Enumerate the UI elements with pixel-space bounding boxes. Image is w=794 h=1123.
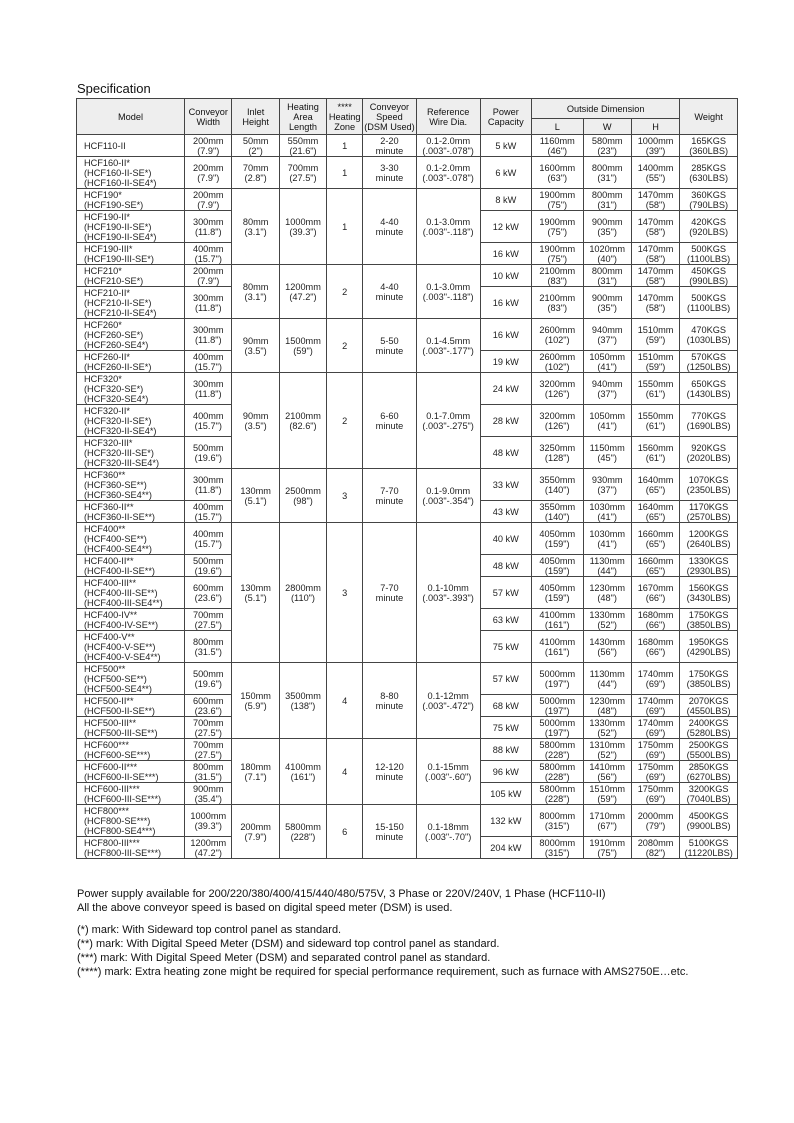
- cell-conveyor-speed: 12-120 minute: [363, 739, 417, 805]
- cell-dim-w: 1230mm (48"): [583, 577, 631, 609]
- cell-weight: 1170KGS (2570LBS): [680, 501, 738, 523]
- cell-dim-w: 940mm (37"): [583, 373, 631, 405]
- cell-heating-zone: 1: [327, 157, 363, 189]
- cell-conveyor-width: 400mm (15.7"): [185, 405, 232, 437]
- cell-dim-l: 1900mm (75"): [532, 189, 583, 211]
- cell-heating-zone: 4: [327, 739, 363, 805]
- cell-weight: 770KGS (1690LBS): [680, 405, 738, 437]
- cell-heating-zone: 2: [327, 265, 363, 319]
- cell-heating-zone: 3: [327, 469, 363, 523]
- cell-heating-area-length: 2800mm (110"): [279, 523, 326, 663]
- cell-weight: 360KGS (790LBS): [680, 189, 738, 211]
- cell-weight: 1200KGS (2640LBS): [680, 523, 738, 555]
- page-title: Specification: [77, 81, 151, 96]
- cell-dim-l: 5000mm (197"): [532, 663, 583, 695]
- header-dim-l: L: [532, 119, 583, 135]
- cell-dim-h: 1470mm (58"): [631, 243, 679, 265]
- cell-power-capacity: 12 kW: [480, 211, 531, 243]
- cell-dim-l: 2100mm (83"): [532, 265, 583, 287]
- cell-power-capacity: 24 kW: [480, 373, 531, 405]
- cell-wire-dia: 0.1-7.0mm (.003"-.275"): [416, 373, 480, 469]
- cell-dim-l: 5800mm (228"): [532, 761, 583, 783]
- dsm-note: All the above conveyor speed is based on digital speed meter (DSM) is used.: [77, 902, 453, 914]
- cell-weight: 1330KGS (2930LBS): [680, 555, 738, 577]
- cell-inlet-height: 180mm (7.1"): [232, 739, 279, 805]
- cell-conveyor-speed: 7-70 minute: [363, 469, 417, 523]
- cell-power-capacity: 6 kW: [480, 157, 531, 189]
- cell-inlet-height: 80mm (3.1"): [232, 189, 279, 265]
- cell-heating-zone: 4: [327, 663, 363, 739]
- cell-weight: 500KGS (1100LBS): [680, 287, 738, 319]
- cell-dim-h: 1680mm (66"): [631, 631, 679, 663]
- cell-model: HCF190-III* (HCF190-III-SE*): [77, 243, 185, 265]
- cell-dim-w: 1710mm (67"): [583, 805, 631, 837]
- cell-weight: 2500KGS (5500LBS): [680, 739, 738, 761]
- table-row: [77, 189, 738, 211]
- cell-dim-l: 5800mm (228"): [532, 739, 583, 761]
- cell-dim-h: 1510mm (59"): [631, 319, 679, 351]
- header-outside-dimension: Outside Dimension: [532, 99, 680, 119]
- table-row: [77, 265, 738, 287]
- cell-dim-w: 930mm (37"): [583, 469, 631, 501]
- cell-conveyor-speed: 8-80 minute: [363, 663, 417, 739]
- cell-dim-h: 1740mm (69"): [631, 717, 679, 739]
- cell-wire-dia: 0.1-15mm (.003"-.60"): [416, 739, 480, 805]
- cell-dim-w: 1030mm (41"): [583, 501, 631, 523]
- cell-dim-l: 1600mm (63"): [532, 157, 583, 189]
- cell-conveyor-width: 900mm (35.4"): [185, 783, 232, 805]
- cell-dim-h: 1680mm (66"): [631, 609, 679, 631]
- cell-weight: 470KGS (1030LBS): [680, 319, 738, 351]
- cell-model: HCF360** (HCF360-SE**) (HCF360-SE4**): [77, 469, 185, 501]
- cell-conveyor-speed: 7-70 minute: [363, 523, 417, 663]
- cell-dim-h: 1550mm (61"): [631, 373, 679, 405]
- header-dim-w: W: [583, 119, 631, 135]
- cell-dim-w: 1510mm (59"): [583, 783, 631, 805]
- cell-power-capacity: 16 kW: [480, 287, 531, 319]
- cell-weight: 500KGS (1100LBS): [680, 243, 738, 265]
- cell-dim-w: 1130mm (44"): [583, 663, 631, 695]
- table-row: [77, 157, 738, 189]
- cell-conveyor-speed: 6-60 minute: [363, 373, 417, 469]
- cell-dim-h: 1560mm (61"): [631, 437, 679, 469]
- cell-wire-dia: 0.1-4.5mm (.003"-.177"): [416, 319, 480, 373]
- cell-power-capacity: 43 kW: [480, 501, 531, 523]
- cell-heating-area-length: 1200mm (47.2"): [279, 265, 326, 319]
- table-row: [77, 319, 738, 351]
- cell-model: HCF400-III** (HCF400-III-SE**) (HCF400-III-SE4**): [77, 577, 185, 609]
- cell-model: HCF400-V** (HCF400-V-SE**) (HCF400-V-SE4**): [77, 631, 185, 663]
- cell-conveyor-width: 800mm (31.5"): [185, 631, 232, 663]
- cell-heating-area-length: 550mm (21.6"): [279, 135, 326, 157]
- cell-power-capacity: 10 kW: [480, 265, 531, 287]
- power-supply-note: Power supply available for 200/220/380/400/415/440/480/575V, 3 Phase or 220V/240V, 1 Phase (HCF110-II): [77, 888, 606, 900]
- cell-heating-zone: 1: [327, 135, 363, 157]
- cell-weight: 420KGS (920LBS): [680, 211, 738, 243]
- cell-dim-w: 1430mm (56"): [583, 631, 631, 663]
- cell-dim-h: 1670mm (66"): [631, 577, 679, 609]
- cell-dim-l: 4050mm (159"): [532, 555, 583, 577]
- cell-conveyor-width: 300mm (11.8"): [185, 211, 232, 243]
- cell-dim-h: 1740mm (69"): [631, 695, 679, 717]
- cell-dim-h: 1750mm (69"): [631, 739, 679, 761]
- cell-conveyor-width: 700mm (27.5"): [185, 609, 232, 631]
- cell-conveyor-speed: 15-150 minute: [363, 805, 417, 859]
- cell-weight: 1560KGS (3430LBS): [680, 577, 738, 609]
- cell-conveyor-width: 400mm (15.7"): [185, 523, 232, 555]
- cell-conveyor-width: 300mm (11.8"): [185, 287, 232, 319]
- table-row: [77, 135, 738, 157]
- cell-dim-h: 1660mm (65"): [631, 555, 679, 577]
- cell-inlet-height: 90mm (3.5"): [232, 319, 279, 373]
- cell-dim-h: 1550mm (61"): [631, 405, 679, 437]
- cell-dim-l: 5000mm (197"): [532, 695, 583, 717]
- cell-wire-dia: 0.1-18mm (.003"-.70"): [416, 805, 480, 859]
- cell-power-capacity: 28 kW: [480, 405, 531, 437]
- cell-dim-h: 1510mm (59"): [631, 351, 679, 373]
- header-heating-zone-label: Heating Zone: [328, 111, 361, 132]
- cell-dim-l: 2600mm (102"): [532, 351, 583, 373]
- cell-dim-l: 8000mm (315"): [532, 837, 583, 859]
- cell-heating-area-length: 2100mm (82.6"): [279, 373, 326, 469]
- cell-dim-h: 2000mm (79"): [631, 805, 679, 837]
- cell-conveyor-width: 300mm (11.8"): [185, 469, 232, 501]
- cell-inlet-height: 70mm (2.8"): [232, 157, 279, 189]
- cell-conveyor-speed: 3-30 minute: [363, 157, 417, 189]
- cell-dim-w: 580mm (23"): [583, 135, 631, 157]
- cell-model: HCF260-II* (HCF260-II-SE*): [77, 351, 185, 373]
- cell-power-capacity: 8 kW: [480, 189, 531, 211]
- cell-dim-w: 1330mm (52"): [583, 609, 631, 631]
- table-row: [77, 523, 738, 555]
- cell-inlet-height: 130mm (5.1"): [232, 523, 279, 663]
- cell-dim-h: 1470mm (58"): [631, 265, 679, 287]
- cell-weight: 1950KGS (4290LBS): [680, 631, 738, 663]
- cell-dim-h: 1740mm (69"): [631, 663, 679, 695]
- cell-power-capacity: 57 kW: [480, 663, 531, 695]
- cell-weight: 450KGS (990LBS): [680, 265, 738, 287]
- cell-dim-w: 800mm (31"): [583, 189, 631, 211]
- cell-dim-h: 1640mm (65"): [631, 501, 679, 523]
- notes-general: [77, 887, 606, 915]
- cell-dim-l: 4100mm (161"): [532, 631, 583, 663]
- cell-power-capacity: 48 kW: [480, 555, 531, 577]
- cell-dim-w: 940mm (37"): [583, 319, 631, 351]
- cell-dim-w: 1150mm (45"): [583, 437, 631, 469]
- cell-weight: 2850KGS (6270LBS): [680, 761, 738, 783]
- cell-conveyor-speed: 5-50 minute: [363, 319, 417, 373]
- cell-weight: 1070KGS (2350LBS): [680, 469, 738, 501]
- cell-conveyor-width: 400mm (15.7"): [185, 243, 232, 265]
- cell-dim-l: 1900mm (75"): [532, 243, 583, 265]
- cell-dim-w: 900mm (35"): [583, 287, 631, 319]
- cell-dim-l: 3200mm (126"): [532, 373, 583, 405]
- cell-heating-area-length: 1000mm (39.3"): [279, 189, 326, 265]
- cell-model: HCF500-II** (HCF500-II-SE**): [77, 695, 185, 717]
- cell-model: HCF190* (HCF190-SE*): [77, 189, 185, 211]
- cell-dim-h: 1750mm (69"): [631, 783, 679, 805]
- cell-heating-area-length: 2500mm (98"): [279, 469, 326, 523]
- header-conveyor-speed: Conveyor Speed (DSM Used): [363, 99, 417, 135]
- cell-dim-h: 1470mm (58"): [631, 287, 679, 319]
- cell-dim-w: 1050mm (41"): [583, 351, 631, 373]
- cell-wire-dia: 0.1-3.0mm (.003"-.118"): [416, 189, 480, 265]
- cell-model: HCF500-III** (HCF500-III-SE**): [77, 717, 185, 739]
- cell-wire-dia: 0.1-12mm (.003"-.472"): [416, 663, 480, 739]
- cell-dim-h: 1470mm (58"): [631, 189, 679, 211]
- table-row: [77, 739, 738, 761]
- cell-power-capacity: 16 kW: [480, 319, 531, 351]
- header-power-capacity: Power Capacity: [480, 99, 531, 135]
- cell-model: HCF800*** (HCF800-SE***) (HCF800-SE4***): [77, 805, 185, 837]
- header-weight: Weight: [680, 99, 738, 135]
- cell-dim-l: 2100mm (83"): [532, 287, 583, 319]
- cell-conveyor-width: 1200mm (47.2"): [185, 837, 232, 859]
- cell-dim-l: 3250mm (128"): [532, 437, 583, 469]
- cell-dim-l: 1900mm (75"): [532, 211, 583, 243]
- cell-weight: 920KGS (2020LBS): [680, 437, 738, 469]
- cell-dim-w: 1230mm (48"): [583, 695, 631, 717]
- cell-weight: 2070KGS (4550LBS): [680, 695, 738, 717]
- cell-inlet-height: 200mm (7.9"): [232, 805, 279, 859]
- cell-dim-h: 1640mm (65"): [631, 469, 679, 501]
- cell-conveyor-width: 300mm (11.8"): [185, 319, 232, 351]
- cell-conveyor-width: 600mm (23.6"): [185, 577, 232, 609]
- cell-weight: 1750KGS (3850LBS): [680, 663, 738, 695]
- cell-conveyor-width: 200mm (7.9"): [185, 265, 232, 287]
- table-row: [77, 373, 738, 405]
- cell-conveyor-speed: 4-40 minute: [363, 189, 417, 265]
- cell-conveyor-width: 300mm (11.8"): [185, 373, 232, 405]
- cell-power-capacity: 57 kW: [480, 577, 531, 609]
- table-row: [77, 469, 738, 501]
- cell-dim-h: 1470mm (58"): [631, 211, 679, 243]
- table-row: [77, 663, 738, 695]
- cell-wire-dia: 0.1-2.0mm (.003"-.078"): [416, 135, 480, 157]
- cell-conveyor-width: 500mm (19.6"): [185, 663, 232, 695]
- cell-conveyor-width: 1000mm (39.3"): [185, 805, 232, 837]
- cell-model: HCF190-II* (HCF190-II-SE*) (HCF190-II-SE4*): [77, 211, 185, 243]
- cell-weight: 1750KGS (3850LBS): [680, 609, 738, 631]
- cell-wire-dia: 0.1-9.0mm (.003"-.354"): [416, 469, 480, 523]
- cell-inlet-height: 80mm (3.1"): [232, 265, 279, 319]
- cell-model: HCF800-III*** (HCF800-III-SE***): [77, 837, 185, 859]
- cell-wire-dia: 0.1-2.0mm (.003"-.078"): [416, 157, 480, 189]
- cell-dim-l: 3550mm (140"): [532, 501, 583, 523]
- cell-conveyor-width: 200mm (7.9"): [185, 135, 232, 157]
- cell-weight: 3200KGS (7040LBS): [680, 783, 738, 805]
- cell-conveyor-width: 500mm (19.6"): [185, 437, 232, 469]
- header-inlet-height: Inlet Height: [232, 99, 279, 135]
- cell-model: HCF360-II** (HCF360-II-SE**): [77, 501, 185, 523]
- cell-model: HCF400-II** (HCF400-II-SE**): [77, 555, 185, 577]
- cell-wire-dia: 0.1-10mm (.003"-.393"): [416, 523, 480, 663]
- cell-model: HCF320-II* (HCF320-II-SE*) (HCF320-II-SE4*): [77, 405, 185, 437]
- mark-note-4: (****) mark: Extra heating zone might be required for special performance requirement, such as furnace with AMS2750E…etc.: [77, 966, 689, 978]
- cell-power-capacity: 105 kW: [480, 783, 531, 805]
- cell-dim-w: 800mm (31"): [583, 265, 631, 287]
- cell-inlet-height: 50mm (2"): [232, 135, 279, 157]
- header-dim-h: H: [631, 119, 679, 135]
- cell-dim-w: 1910mm (75"): [583, 837, 631, 859]
- cell-heating-area-length: 1500mm (59"): [279, 319, 326, 373]
- cell-weight: 165KGS (360LBS): [680, 135, 738, 157]
- header-heating-zone: [327, 99, 363, 135]
- cell-model: HCF320-III* (HCF320-III-SE*) (HCF320-III-SE4*): [77, 437, 185, 469]
- cell-conveyor-speed: 2-20 minute: [363, 135, 417, 157]
- cell-conveyor-width: 700mm (27.5"): [185, 717, 232, 739]
- cell-dim-l: 4050mm (159"): [532, 577, 583, 609]
- cell-dim-h: 1660mm (65"): [631, 523, 679, 555]
- cell-model: HCF260* (HCF260-SE*) (HCF260-SE4*): [77, 319, 185, 351]
- cell-weight: 4500KGS (9900LBS): [680, 805, 738, 837]
- cell-power-capacity: 75 kW: [480, 631, 531, 663]
- cell-heating-zone: 1: [327, 189, 363, 265]
- cell-dim-h: 1400mm (55"): [631, 157, 679, 189]
- cell-weight: 570KGS (1250LBS): [680, 351, 738, 373]
- cell-conveyor-width: 200mm (7.9"): [185, 189, 232, 211]
- cell-power-capacity: 68 kW: [480, 695, 531, 717]
- cell-dim-l: 8000mm (315"): [532, 805, 583, 837]
- cell-heating-area-length: 4100mm (161"): [279, 739, 326, 805]
- cell-model: HCF600*** (HCF600-SE***): [77, 739, 185, 761]
- cell-dim-l: 3550mm (140"): [532, 469, 583, 501]
- cell-power-capacity: 63 kW: [480, 609, 531, 631]
- header-heating-zone-mark: ****: [337, 101, 352, 112]
- header-heating-area-length: Heating Area Length: [279, 99, 326, 135]
- cell-dim-l: 3200mm (126"): [532, 405, 583, 437]
- cell-model: HCF210-II* (HCF210-II-SE*) (HCF210-II-SE4*): [77, 287, 185, 319]
- cell-dim-l: 4100mm (161"): [532, 609, 583, 631]
- cell-conveyor-speed: 4-40 minute: [363, 265, 417, 319]
- cell-conveyor-width: 400mm (15.7"): [185, 501, 232, 523]
- cell-dim-w: 1410mm (56"): [583, 761, 631, 783]
- cell-power-capacity: 96 kW: [480, 761, 531, 783]
- cell-weight: 2400KGS (5280LBS): [680, 717, 738, 739]
- cell-power-capacity: 88 kW: [480, 739, 531, 761]
- mark-note-3: (***) mark: With Digital Speed Meter (DSM) and separated control panel as standard.: [77, 952, 491, 964]
- cell-dim-l: 1160mm (46"): [532, 135, 583, 157]
- header-conveyor-width: Conveyor Width: [185, 99, 232, 135]
- cell-dim-l: 2600mm (102"): [532, 319, 583, 351]
- cell-dim-h: 2080mm (82"): [631, 837, 679, 859]
- cell-conveyor-width: 600mm (23.6"): [185, 695, 232, 717]
- cell-model: HCF600-III*** (HCF600-III-SE***): [77, 783, 185, 805]
- cell-conveyor-width: 500mm (19.6"): [185, 555, 232, 577]
- cell-power-capacity: 16 kW: [480, 243, 531, 265]
- cell-weight: 650KGS (1430LBS): [680, 373, 738, 405]
- cell-inlet-height: 90mm (3.5"): [232, 373, 279, 469]
- cell-conveyor-width: 400mm (15.7"): [185, 351, 232, 373]
- cell-dim-w: 1050mm (41"): [583, 405, 631, 437]
- cell-power-capacity: 5 kW: [480, 135, 531, 157]
- cell-conveyor-width: 700mm (27.5"): [185, 739, 232, 761]
- cell-power-capacity: 204 kW: [480, 837, 531, 859]
- table-row: [77, 805, 738, 837]
- cell-model: HCF600-II*** (HCF600-II-SE***): [77, 761, 185, 783]
- cell-dim-w: 1330mm (52"): [583, 717, 631, 739]
- cell-model: HCF320* (HCF320-SE*) (HCF320-SE4*): [77, 373, 185, 405]
- cell-power-capacity: 40 kW: [480, 523, 531, 555]
- cell-dim-w: 800mm (31"): [583, 157, 631, 189]
- cell-dim-w: 1130mm (44"): [583, 555, 631, 577]
- cell-power-capacity: 33 kW: [480, 469, 531, 501]
- cell-dim-w: 1310mm (52"): [583, 739, 631, 761]
- cell-dim-w: 1030mm (41"): [583, 523, 631, 555]
- cell-heating-zone: 3: [327, 523, 363, 663]
- cell-heating-zone: 2: [327, 319, 363, 373]
- mark-note-1: (*) mark: With Sideward top control panel as standard.: [77, 924, 342, 936]
- cell-heating-area-length: 3500mm (138"): [279, 663, 326, 739]
- cell-heating-zone: 6: [327, 805, 363, 859]
- header-model: Model: [77, 99, 185, 135]
- cell-model: HCF400-IV** (HCF400-IV-SE**): [77, 609, 185, 631]
- cell-weight: 5100KGS (11220LBS): [680, 837, 738, 859]
- cell-conveyor-width: 200mm (7.9"): [185, 157, 232, 189]
- cell-dim-l: 4050mm (159"): [532, 523, 583, 555]
- cell-inlet-height: 150mm (5.9"): [232, 663, 279, 739]
- cell-power-capacity: 132 kW: [480, 805, 531, 837]
- cell-power-capacity: 48 kW: [480, 437, 531, 469]
- cell-conveyor-width: 800mm (31.5"): [185, 761, 232, 783]
- notes-marks: [77, 923, 688, 979]
- cell-heating-area-length: 5800mm (228"): [279, 805, 326, 859]
- cell-inlet-height: 130mm (5.1"): [232, 469, 279, 523]
- cell-dim-h: 1000mm (39"): [631, 135, 679, 157]
- cell-heating-area-length: 700mm (27.5"): [279, 157, 326, 189]
- cell-model: HCF110-II: [77, 135, 185, 157]
- cell-dim-l: 5800mm (228"): [532, 783, 583, 805]
- header-wire-dia: Reference Wire Dia.: [416, 99, 480, 135]
- cell-heating-zone: 2: [327, 373, 363, 469]
- cell-model: HCF500** (HCF500-SE**) (HCF500-SE4**): [77, 663, 185, 695]
- specification-table-body: [77, 135, 738, 859]
- cell-weight: 285KGS (630LBS): [680, 157, 738, 189]
- cell-dim-w: 1020mm (40"): [583, 243, 631, 265]
- cell-power-capacity: 19 kW: [480, 351, 531, 373]
- cell-model: HCF210* (HCF210-SE*): [77, 265, 185, 287]
- cell-wire-dia: 0.1-3.0mm (.003"-.118"): [416, 265, 480, 319]
- cell-power-capacity: 75 kW: [480, 717, 531, 739]
- specification-table: [76, 98, 738, 859]
- cell-dim-h: 1750mm (69"): [631, 761, 679, 783]
- cell-model: HCF400** (HCF400-SE**) (HCF400-SE4**): [77, 523, 185, 555]
- cell-model: HCF160-II* (HCF160-II-SE*) (HCF160-II-SE4*): [77, 157, 185, 189]
- mark-note-2: (**) mark: With Digital Speed Meter (DSM) and sideward top control panel as standard.: [77, 938, 500, 950]
- cell-dim-w: 900mm (35"): [583, 211, 631, 243]
- cell-dim-l: 5000mm (197"): [532, 717, 583, 739]
